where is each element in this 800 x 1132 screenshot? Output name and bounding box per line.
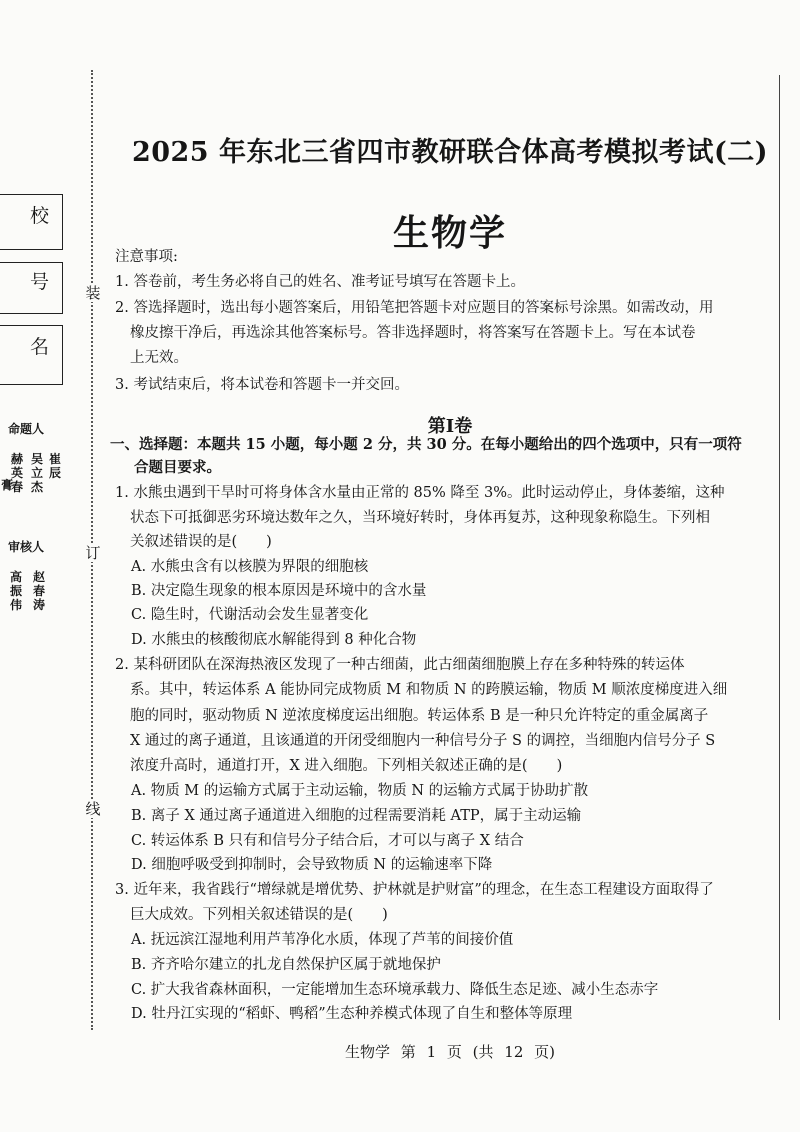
question-stem-line: 巨大成效。下列相关叙述错误的是( ) <box>130 907 388 923</box>
question-stem-line: 系。其中，转运体系 A 能协同完成物质 M 和物质 N 的跨膜运输，物质 M 顺浓度梯度进入细 <box>130 682 728 698</box>
binding-word-ding: 订 <box>85 544 101 562</box>
proposer-name: 吴立杰 <box>30 452 43 494</box>
answer-option: D. 细胞呼吸受到抑制时，会导致物质 N 的运输速率下降 <box>131 857 493 873</box>
reviewer-name: 赵春涛 <box>32 570 45 612</box>
answer-option: B. 决定隐生现象的根本原因是环境中的含水量 <box>131 583 427 599</box>
footer-page-number: 第 1 页 <box>400 1043 462 1061</box>
question-stem-line: 1. 水熊虫遇到干旱时可将身体含水量由正常的 85% 降至 3%。此时运动停止，身体萎缩，这种 <box>115 485 725 501</box>
subject-title: 生物学 <box>392 212 507 254</box>
question-stem-line: 状态下可抵御恶劣环境达数年之久，当环境好转时，身体再复苏，这种现象称隐生。下列相 <box>130 510 710 526</box>
note-line: 上无效。 <box>130 350 188 366</box>
reviewer-label: 审核人 <box>8 540 45 554</box>
section-instruction: 合题目要求。 <box>134 459 221 476</box>
binding-word-xian: 线 <box>85 800 101 818</box>
answer-option: C. 隐生时，代谢活动会发生显著变化 <box>131 607 369 623</box>
proposer-name: 赫英春 <box>10 452 23 494</box>
binding-word-zhuang: 装 <box>85 284 101 302</box>
section-instruction: 一、选择题：本题共 15 小题，每小题 2 分，共 30 分。在每小题给出的四个选项中，只有一项符 <box>110 436 742 453</box>
footer-total-pages: (共 12 页) <box>472 1043 555 1061</box>
school-field-box <box>0 194 63 250</box>
answer-option: A. 水熊虫含有以核膜为界限的细胞核 <box>131 559 369 575</box>
answer-option: D. 水熊虫的核酸彻底水解能得到 8 种化合物 <box>131 632 417 648</box>
proposer-label: 命题人 <box>8 422 45 436</box>
note-line: 橡皮擦干净后，再选涂其他答案标号。答非选择题时，将答案写在答题卡上。写在本试卷 <box>130 325 696 341</box>
question-stem-line: 2. 某科研团队在深海热液区发现了一种古细菌，此古细菌细胞膜上存在多种特殊的转运体 <box>115 657 685 673</box>
exam-number-label: 号 <box>30 271 50 293</box>
note-line: 1. 答卷前，考生务必将自己的姓名、准考证号填写在答题卡上。 <box>115 274 525 290</box>
footer-subject: 生物学 <box>345 1043 391 1061</box>
school-label: 校 <box>30 205 50 227</box>
answer-option: A. 物质 M 的运输方式属于主动运输，物质 N 的运输方式属于协助扩散 <box>131 783 589 799</box>
question-stem-line: X 通过的离子通道，且该通道的开闭受细胞内一种信号分子 S 的调控，当细胞内信号分子 S <box>130 733 716 749</box>
answer-option: C. 转运体系 B 只有和信号分子结合后，才可以与离子 X 结合 <box>131 833 524 849</box>
answer-option: A. 抚远滨江湿地利用芦苇净化水质，体现了芦苇的间接价值 <box>131 932 514 948</box>
exam-number-field-box <box>0 262 63 314</box>
exam-title: 2025 年东北三省四市教研联合体高考模拟考试(二) <box>131 137 769 168</box>
name-label: 名 <box>30 336 50 358</box>
question-stem-line: 胞的同时，驱动物质 N 逆浓度梯度运出细胞。转运体系 B 是一种只允许特定的重金属离子 <box>130 708 709 724</box>
reviewer-name: 高振伟 <box>9 570 22 612</box>
proposer-name: 崔辰 <box>48 452 61 480</box>
notes-heading: 注意事项: <box>115 249 178 265</box>
proposer-name-partial: 膏 <box>0 478 13 492</box>
question-stem-line: 浓度升高时，通道打开，X 进入细胞。下列相关叙述正确的是( ) <box>130 758 563 774</box>
answer-option: D. 牡丹江实现的“稻虾、鸭稻”生态种养模式体现了自生和整体等原理 <box>131 1006 573 1022</box>
answer-option: C. 扩大我省森林面积，一定能增加生态环境承载力、降低生态足迹、减小生态赤字 <box>131 982 659 998</box>
note-line: 3. 考试结束后，将本试卷和答题卡一并交回。 <box>115 377 409 393</box>
section-title: 第Ⅰ卷 <box>427 416 473 437</box>
page-footer <box>100 1041 800 1062</box>
answer-option: B. 齐齐哈尔建立的扎龙自然保护区属于就地保护 <box>131 957 441 973</box>
question-stem-line: 关叙述错误的是( ) <box>130 534 272 550</box>
note-line: 2. 答选择题时，选出每小题答案后，用铅笔把答题卡对应题目的答案标号涂黑。如需改动，用 <box>115 300 714 316</box>
answer-option: B. 离子 X 通过离子通道进入细胞的过程需要消耗 ATP，属于主动运输 <box>131 808 582 824</box>
question-stem-line: 3. 近年来，我省践行“增绿就是增优势、护林就是护财富”的理念，在生态工程建设方面取得了 <box>115 882 714 898</box>
name-field-box <box>0 325 63 385</box>
